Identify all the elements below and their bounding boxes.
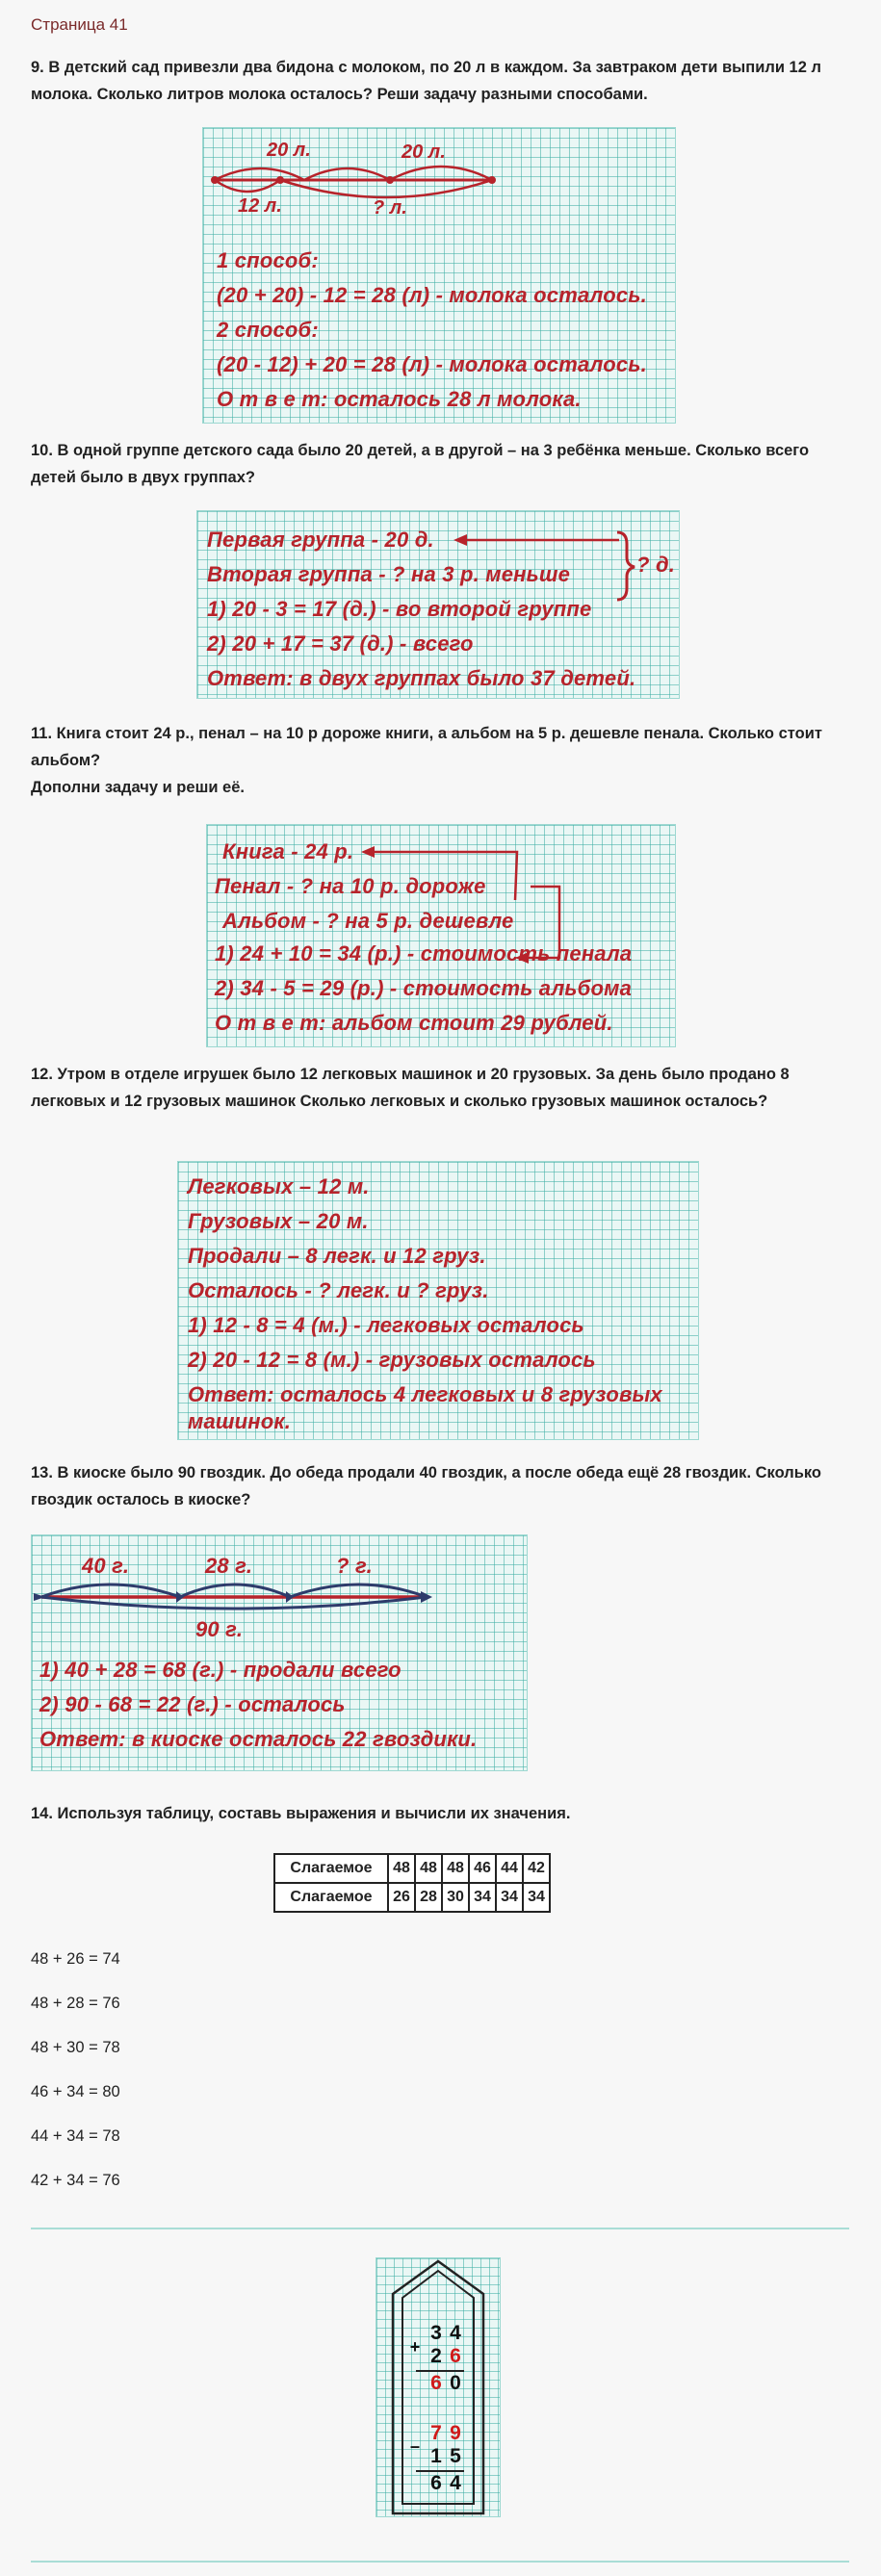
task-12-solution-grid: [177, 1161, 699, 1440]
segment-label-total: 90 г.: [195, 1617, 244, 1641]
solution-line: 2) 20 + 17 = 37 (д.) - всего: [207, 631, 474, 656]
digit: 5: [450, 2445, 461, 2467]
condition-line: Грузовых – 20 м.: [188, 1209, 369, 1233]
house-puzzle: [376, 2257, 501, 2517]
answer-line: О т в е т: осталось 28 л молока.: [217, 387, 582, 411]
table-cell: 34: [469, 1883, 496, 1912]
filled-digit: 9: [450, 2422, 461, 2444]
table-cell: 42: [523, 1854, 550, 1883]
condition-line-first-group: Первая группа - 20 д.: [207, 528, 434, 552]
segment-label-20-second: 20 л.: [402, 142, 446, 163]
task-9-solution-grid: [202, 127, 676, 424]
task-13-solution-grid: [31, 1534, 528, 1771]
page-title: Страница 41: [31, 15, 128, 34]
solution-line: (20 - 12) + 20 = 28 (л) - молока осталось.: [217, 352, 647, 376]
expression-line: 44 + 34 = 78: [31, 2127, 120, 2145]
filled-digit: 6: [430, 2372, 442, 2394]
answer-line: Ответ: осталось 4 легковых и 8 грузовых: [188, 1382, 662, 1406]
divider: [31, 2228, 849, 2229]
brace-label-total: ? д.: [636, 553, 676, 577]
digit: 3: [430, 2322, 442, 2344]
table-cell: 48: [415, 1854, 442, 1883]
condition-line-second-group: Вторая группа - ? на 3 р. меньше: [207, 562, 571, 586]
table-row: [274, 1854, 550, 1883]
table-cell: 28: [415, 1883, 442, 1912]
digit: 0: [450, 2372, 461, 2394]
segment-label-40: 40 г.: [82, 1554, 130, 1578]
task-10-text: 10. В одной группе детского сада было 20 детей, а в другой – на 3 ребёнка меньше. Сколько всего детей было в двух группах?: [31, 442, 810, 486]
table-row: [274, 1883, 550, 1912]
filled-digit: 7: [430, 2422, 442, 2444]
solution-line: 2) 20 - 12 = 8 (м.) - грузовых осталось: [188, 1348, 596, 1372]
answer-line: О т в е т: альбом стоит 29 рублей.: [215, 1011, 613, 1035]
table-cell: 44: [496, 1854, 523, 1883]
solution-line: 1) 24 + 10 = 34 (р.) - стоимость пенала: [215, 941, 633, 966]
table-cell: 46: [469, 1854, 496, 1883]
condition-line-pencil-case: Пенал - ? на 10 р. дороже: [215, 874, 486, 898]
segment-label-28: 28 г.: [205, 1554, 253, 1578]
condition-line: Легковых – 12 м.: [188, 1174, 370, 1198]
task-13-text: 13. В киоске было 90 гвоздик. До обеда продали 40 гвоздик, а после обеда ещё 28 гвоздик. Сколько гвоздик осталось в киоске?: [31, 1464, 821, 1508]
task-10-solution-grid: [196, 510, 680, 699]
expression-line: 48 + 26 = 74: [31, 1950, 120, 1968]
digit: 6: [430, 2472, 442, 2494]
solution-line: 2 способ:: [217, 318, 319, 342]
digit: 1: [430, 2445, 442, 2467]
condition-line: Осталось - ? легк. и ? груз.: [188, 1278, 489, 1302]
task-14-text: 14. Используя таблицу, составь выражения и вычисли их значения.: [31, 1805, 571, 1822]
divider: [31, 2561, 849, 2563]
task-11-text: 11. Книга стоит 24 р., пенал – на 10 р дороже книги, а альбом на 5 р. дешевле пенала. Сколько стоит альбом?: [31, 725, 822, 769]
digit: 4: [450, 2322, 461, 2344]
plus-sign: +: [409, 2337, 421, 2357]
table-cell: 34: [523, 1883, 550, 1912]
segment-label-20-first: 20 л.: [267, 140, 311, 161]
expression-line: 48 + 30 = 78: [31, 2039, 120, 2056]
task-11-solution-grid: [206, 824, 676, 1047]
digit: 2: [430, 2345, 442, 2367]
task-11-subtext: Дополни задачу и реши её.: [31, 779, 245, 796]
expression-line: 46 + 34 = 80: [31, 2083, 120, 2100]
row-header: Слагаемое: [274, 1854, 388, 1883]
table-cell: 26: [388, 1883, 415, 1912]
segment-label-12: 12 л.: [238, 195, 282, 217]
answer-line-continued: машинок.: [188, 1409, 292, 1433]
addends-table: [273, 1853, 551, 1913]
solution-line: 2) 90 - 68 = 22 (г.) - осталось: [39, 1692, 346, 1716]
digit: 4: [450, 2472, 461, 2494]
solution-line: (20 + 20) - 12 = 28 (л) - молока осталось.: [217, 283, 647, 307]
solution-line: 1) 40 + 28 = 68 (г.) - продали всего: [39, 1658, 402, 1682]
segment-label-unknown: ? л.: [373, 197, 407, 219]
answer-line: Ответ: в двух группах было 37 детей.: [207, 666, 636, 690]
table-cell: 30: [442, 1883, 469, 1912]
minus-sign: –: [409, 2436, 420, 2456]
solution-line: 1 способ:: [217, 248, 319, 272]
condition-line-album: Альбом - ? на 5 р. дешевле: [222, 909, 514, 933]
expression-line: 42 + 34 = 76: [31, 2172, 120, 2189]
table-cell: 48: [388, 1854, 415, 1883]
solution-line: 2) 34 - 5 = 29 (р.) - стоимость альбома: [215, 976, 633, 1000]
table-cell: 48: [442, 1854, 469, 1883]
expression-line: 48 + 28 = 76: [31, 1995, 120, 2012]
condition-line-book: Книга - 24 р.: [222, 839, 354, 863]
condition-line: Продали – 8 легк. и 12 груз.: [188, 1244, 486, 1268]
solution-line: 1) 20 - 3 = 17 (д.) - во второй группе: [207, 597, 592, 621]
answer-line: Ответ: в киоске осталось 22 гвоздики.: [39, 1727, 478, 1751]
solution-line: 1) 12 - 8 = 4 (м.) - легковых осталось: [188, 1313, 584, 1337]
task-12-text: 12. Утром в отделе игрушек было 12 легковых машинок и 20 грузовых. За день было продано 8 легковых и 12 грузовых машинок Сколько легковых и сколько грузовых машинок осталось?: [31, 1066, 790, 1110]
filled-digit: 6: [450, 2345, 461, 2367]
segment-label-unknown: ? г.: [336, 1554, 373, 1578]
table-cell: 34: [496, 1883, 523, 1912]
task-9-text: 9. В детский сад привезли два бидона с молоком, по 20 л в каждом. За завтраком дети выпили 12 л молока. Сколько литров молока осталось? Реши задачу разными способами.: [31, 59, 821, 103]
row-header: Слагаемое: [274, 1883, 388, 1912]
